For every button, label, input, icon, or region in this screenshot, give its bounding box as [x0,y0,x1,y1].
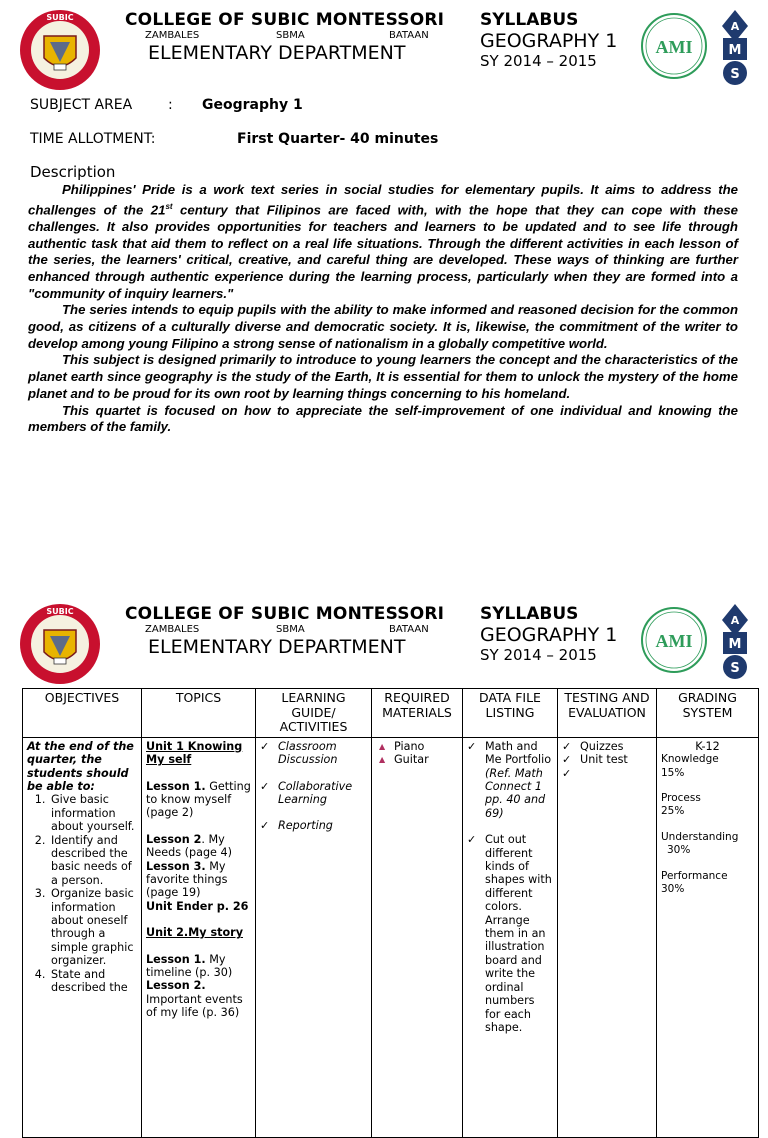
data-file-cell [463,737,558,1137]
grading-item: Process 25% [661,792,701,818]
ams-letter-s: S [730,67,740,82]
department-name: ELEMENTARY DEPARTMENT [148,42,406,64]
grading-item: Knowledge 15% [661,753,719,779]
table-header-row [23,689,759,738]
materials-list [376,740,458,767]
subject-area-row [30,97,303,113]
time-allotment-row [30,131,439,147]
header-objectives: OBJECTIVES [23,689,142,738]
department-name: ELEMENTARY DEPARTMENT [148,636,406,658]
doc-type-label: SYLLABUS [480,10,579,30]
objectives-list [49,793,137,994]
header-learning-guide: LEARNING GUIDE/ ACTIVITIES [256,689,372,738]
description-body [28,182,738,436]
subject-title: GEOGRAPHY 1 [480,624,618,646]
ams-logo [720,8,750,88]
college-seal-logo [18,602,102,686]
material-item: ▲ Guitar [376,753,458,766]
unit-ender: Unit Ender p. 26 [146,899,249,913]
college-name: COLLEGE OF SUBIC MONTESSORI [125,10,445,30]
ams-letter-a: A [730,614,740,627]
activity-item: ✓ Classroom Discussion [260,740,367,767]
ams-letter-m: M [728,637,742,652]
data-file-item: ✓ Cut out different kinds of shapes with different colors. Arrange them in an illustration board and write the ordinal numbers for each shape. [467,833,553,1034]
subject-area-label: SUBJECT AREA [30,97,133,113]
objectives-intro: At the end of the quarter, the students should be able to: [27,739,134,793]
data-file-item: ✓ Math and Me Portfolio (Ref. Math Connect 1 pp. 40 and 69) [467,740,553,820]
material-item: ▲ Piano [376,740,458,753]
header-testing-evaluation: TESTING AND EVALUATION [558,689,657,738]
doc-type-label: SYLLABUS [480,604,579,624]
testing-cell [558,737,657,1137]
description-paragraph-4: This quartet is focused on how to appreciate the self-improvement of one individual and knowing the members of the family. [28,402,738,435]
ami-logo [640,606,708,674]
description-paragraph-3: This subject is designed primarily to introduce to young learners the concept and the characteristics of the planet earth since geography is the study of the Earth, It is essential for them to unlock the mystery of the home planet and to be proud for its own root by learning things concerning to his homeland. [28,352,738,401]
seal-text: SUBIC [46,607,74,616]
description-title: Description [30,163,116,181]
subject-title: GEOGRAPHY 1 [480,30,618,52]
lesson-1: Lesson 1. Getting to know myself (page 2) [146,779,251,820]
time-allotment-label: TIME ALLOTMENT: [30,131,156,147]
ams-letter-m: M [728,43,742,58]
lesson-3: Lesson 3. My favorite things (page 19) [146,859,228,900]
ami-logo-text: AMI [655,37,693,57]
objective-item: 4. State and described the [49,968,137,995]
table-row [23,737,759,1137]
ams-logo [720,602,750,682]
objective-item: 1. Give basic information about yourself. [49,793,137,833]
location-zambales: ZAMBALES [145,624,200,635]
activities-list [260,740,367,833]
page-header [0,2,768,92]
ams-letter-a: A [730,20,740,33]
header-topics: TOPICS [142,689,256,738]
school-year: SY 2014 – 2015 [480,646,597,664]
description-paragraph-2: The series intends to equip pupils with the ability to make informed and reasoned decision for the common good, as citizens of a culturally diverse and democratic society. It is, likewise, the commitment of the writer to develop among young Filipino a strong sense of nationalism in a globally competitive world. [28,302,738,351]
unit-2-lesson-1: Lesson 1. My timeline (p. 30) [146,952,233,980]
activities-cell [256,737,372,1137]
college-seal-logo [18,8,102,92]
activity-item: ✓ Reporting [260,819,367,832]
ami-logo-text: AMI [655,631,693,651]
header-data-file-listing: DATA FILE LISTING [463,689,558,738]
unit-1-title: Unit 1 Knowing My self [146,739,243,767]
objectives-cell [23,737,142,1137]
unit-2-title: Unit 2.My story [146,926,243,940]
header-required-materials: REQUIRED MATERIALS [372,689,463,738]
testing-item: ✓ Quizzes [562,740,652,753]
location-bataan: BATAAN [389,624,429,635]
grading-title: K-12 [695,739,720,753]
lesson-2: Lesson 2. My Needs (page 4) [146,832,232,860]
syllabus-table [22,688,759,1138]
subject-area-separator: : [168,97,173,113]
location-bataan: BATAAN [389,30,429,41]
materials-cell [372,737,463,1137]
data-file-list [467,740,553,1035]
unit-2-lesson-2: Lesson 2. Important events of my life (p. 36) [146,979,243,1020]
subject-area-value: Geography 1 [202,97,303,113]
seal-text: SUBIC [46,13,74,22]
location-zambales: ZAMBALES [145,30,200,41]
ams-letter-s: S [730,661,740,676]
grading-cell [657,737,759,1137]
objective-item: 2. Identify and described the basic needs of a person. [49,834,137,888]
location-sbma: SBMA [276,30,305,41]
testing-item: ✓ Unit test [562,753,652,766]
school-year: SY 2014 – 2015 [480,52,597,70]
objective-item: 3. Organize basic information about oneself through a simple graphic organizer. [49,887,137,967]
college-name: COLLEGE OF SUBIC MONTESSORI [125,604,445,624]
time-allotment-value: First Quarter- 40 minutes [237,131,439,147]
page-header-2 [0,596,768,686]
header-grading-system: GRADING SYSTEM [657,689,759,738]
grading-item: Understanding 30% [661,830,739,857]
grading-item: Performance 30% [661,869,728,896]
activity-item: ✓ Collaborative Learning [260,780,367,807]
topics-cell [142,737,256,1137]
ami-logo [640,12,708,80]
description-paragraph-1: Philippines' Pride is a work text series in social studies for elementary pupils. It aims to address the challenges of the 21st century that Filipinos are faced with, with the hope that they can cope with these challenges. It also provides opportunities for teachers and learners to be updated and to see life through authentic task that aid them to reflect on a real life situations. Through the different activities in each lesson of the series, the learners' critical, creative, and careful thing are developed. These ways of thinking are further enhanced through authentic experience during the learning process, particularly when they are formed into a "community of inquiry learners." [28,182,738,301]
testing-list [562,740,652,767]
location-sbma: SBMA [276,624,305,635]
